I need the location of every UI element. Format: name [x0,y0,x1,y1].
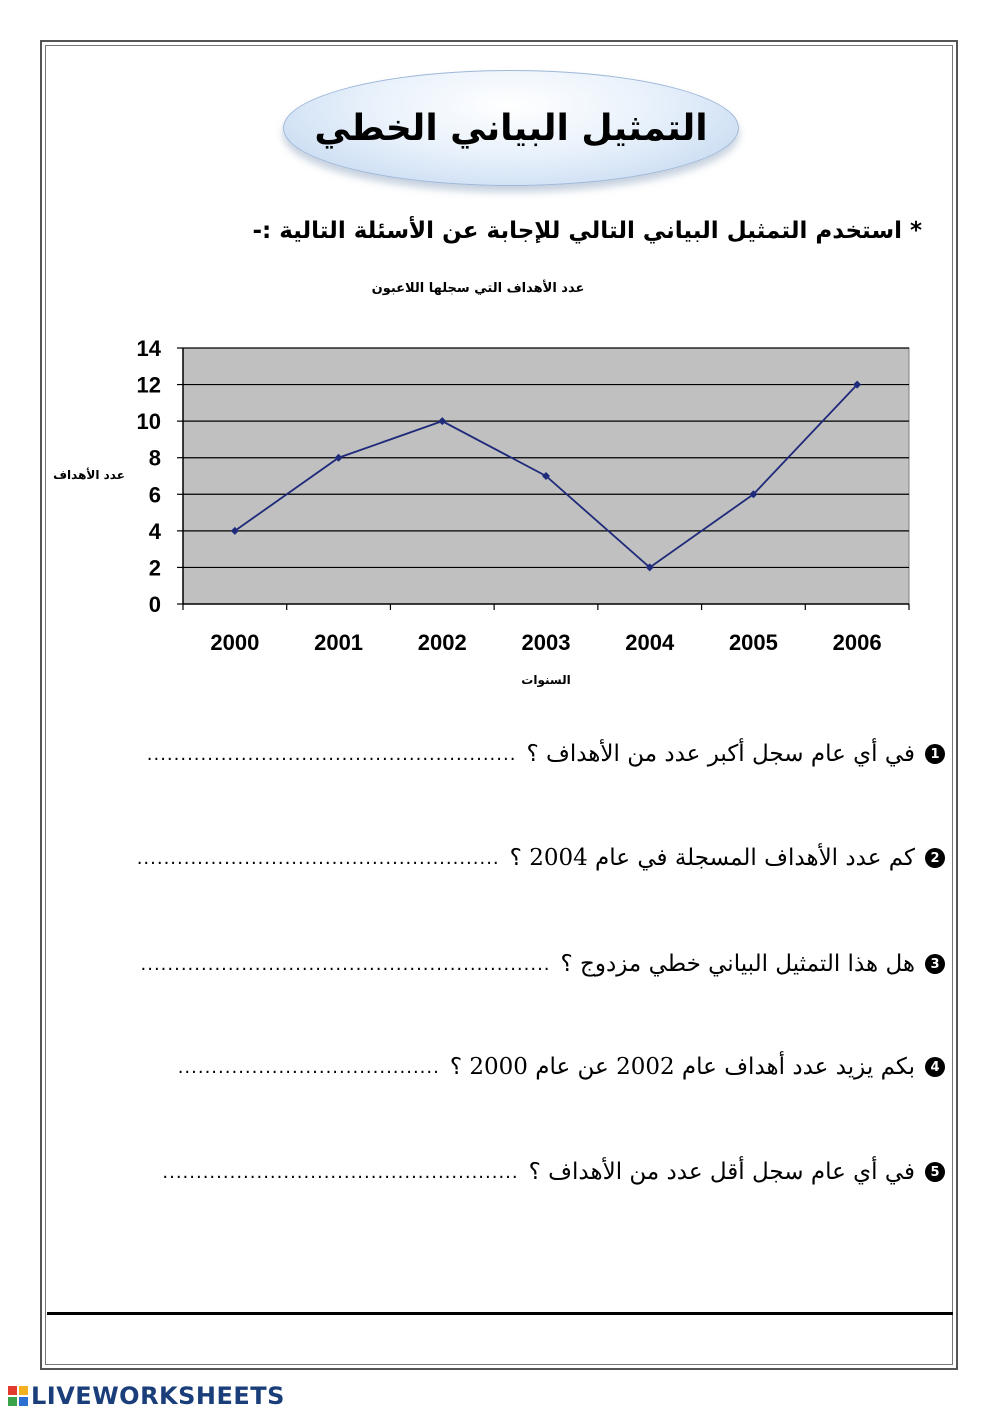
question-number-badge: 2 [925,848,945,868]
bottom-rule [47,1312,953,1315]
y-axis-label: عدد الأهداف [53,468,125,482]
y-tick-label: 0 [148,592,161,617]
y-tick-label: 6 [148,482,161,508]
y-tick-label: 4 [148,518,161,544]
question-text: بكم يزيد عدد أهداف عام 2002 عن عام 2000 ؟ [449,1054,915,1080]
instruction-text: * استخدم التمثيل البياني التالي للإجابة عن الأسئلة التالية :- [252,218,922,244]
y-tick-label: 2 [148,555,161,581]
page-title: التمثيل البياني الخطي [314,107,708,149]
y-tick-label: 8 [148,445,161,471]
x-tick-label: 2001 [314,630,364,655]
brand-name: LIVEWORKSHEETS [31,1382,285,1410]
answer-blank[interactable]: ...................................................... [136,847,500,869]
liveworksheets-logo-icon [8,1386,28,1406]
question-4 [178,1054,945,1080]
question-number-badge: 1 [925,744,945,764]
question-number-badge: 3 [925,954,945,974]
x-tick-label: 2005 [728,630,778,655]
question-text: كم عدد الأهداف المسجلة في عام 2004 ؟ [509,845,915,871]
question-text: في أي عام سجل أقل عدد من الأهداف ؟ [528,1159,915,1185]
y-tick-label: 10 [136,409,161,435]
question-number-badge: 4 [925,1057,945,1077]
chart-title: عدد الأهداف التي سجلها اللاعبون [371,281,585,296]
answer-blank[interactable]: ....................................................... [146,743,517,765]
x-tick-label: 2006 [832,630,882,655]
x-tick-label: 2002 [417,630,467,655]
y-tick-label: 12 [136,372,161,398]
y-tick-label: 14 [136,336,161,361]
question-number-badge: 5 [925,1162,945,1182]
question-text: في أي عام سجل أكبر عدد من الأهداف ؟ [526,741,915,767]
answer-blank[interactable]: ....................................... [177,1056,440,1078]
x-axis-label: السنوات [521,673,571,687]
question-1 [147,741,945,767]
x-tick-label: 2003 [521,630,571,655]
question-3 [141,951,946,977]
x-tick-label: 2004 [625,630,675,655]
question-text: هل هذا التمثيل البياني خطي مزدوج ؟ [560,951,915,977]
answer-blank[interactable]: ..................................................... [162,1161,519,1183]
x-tick-label: 2000 [210,630,260,655]
footer-logo [8,1382,285,1410]
question-5 [162,1159,945,1185]
answer-blank[interactable]: ............................................................. [140,953,551,975]
question-2 [137,845,945,871]
